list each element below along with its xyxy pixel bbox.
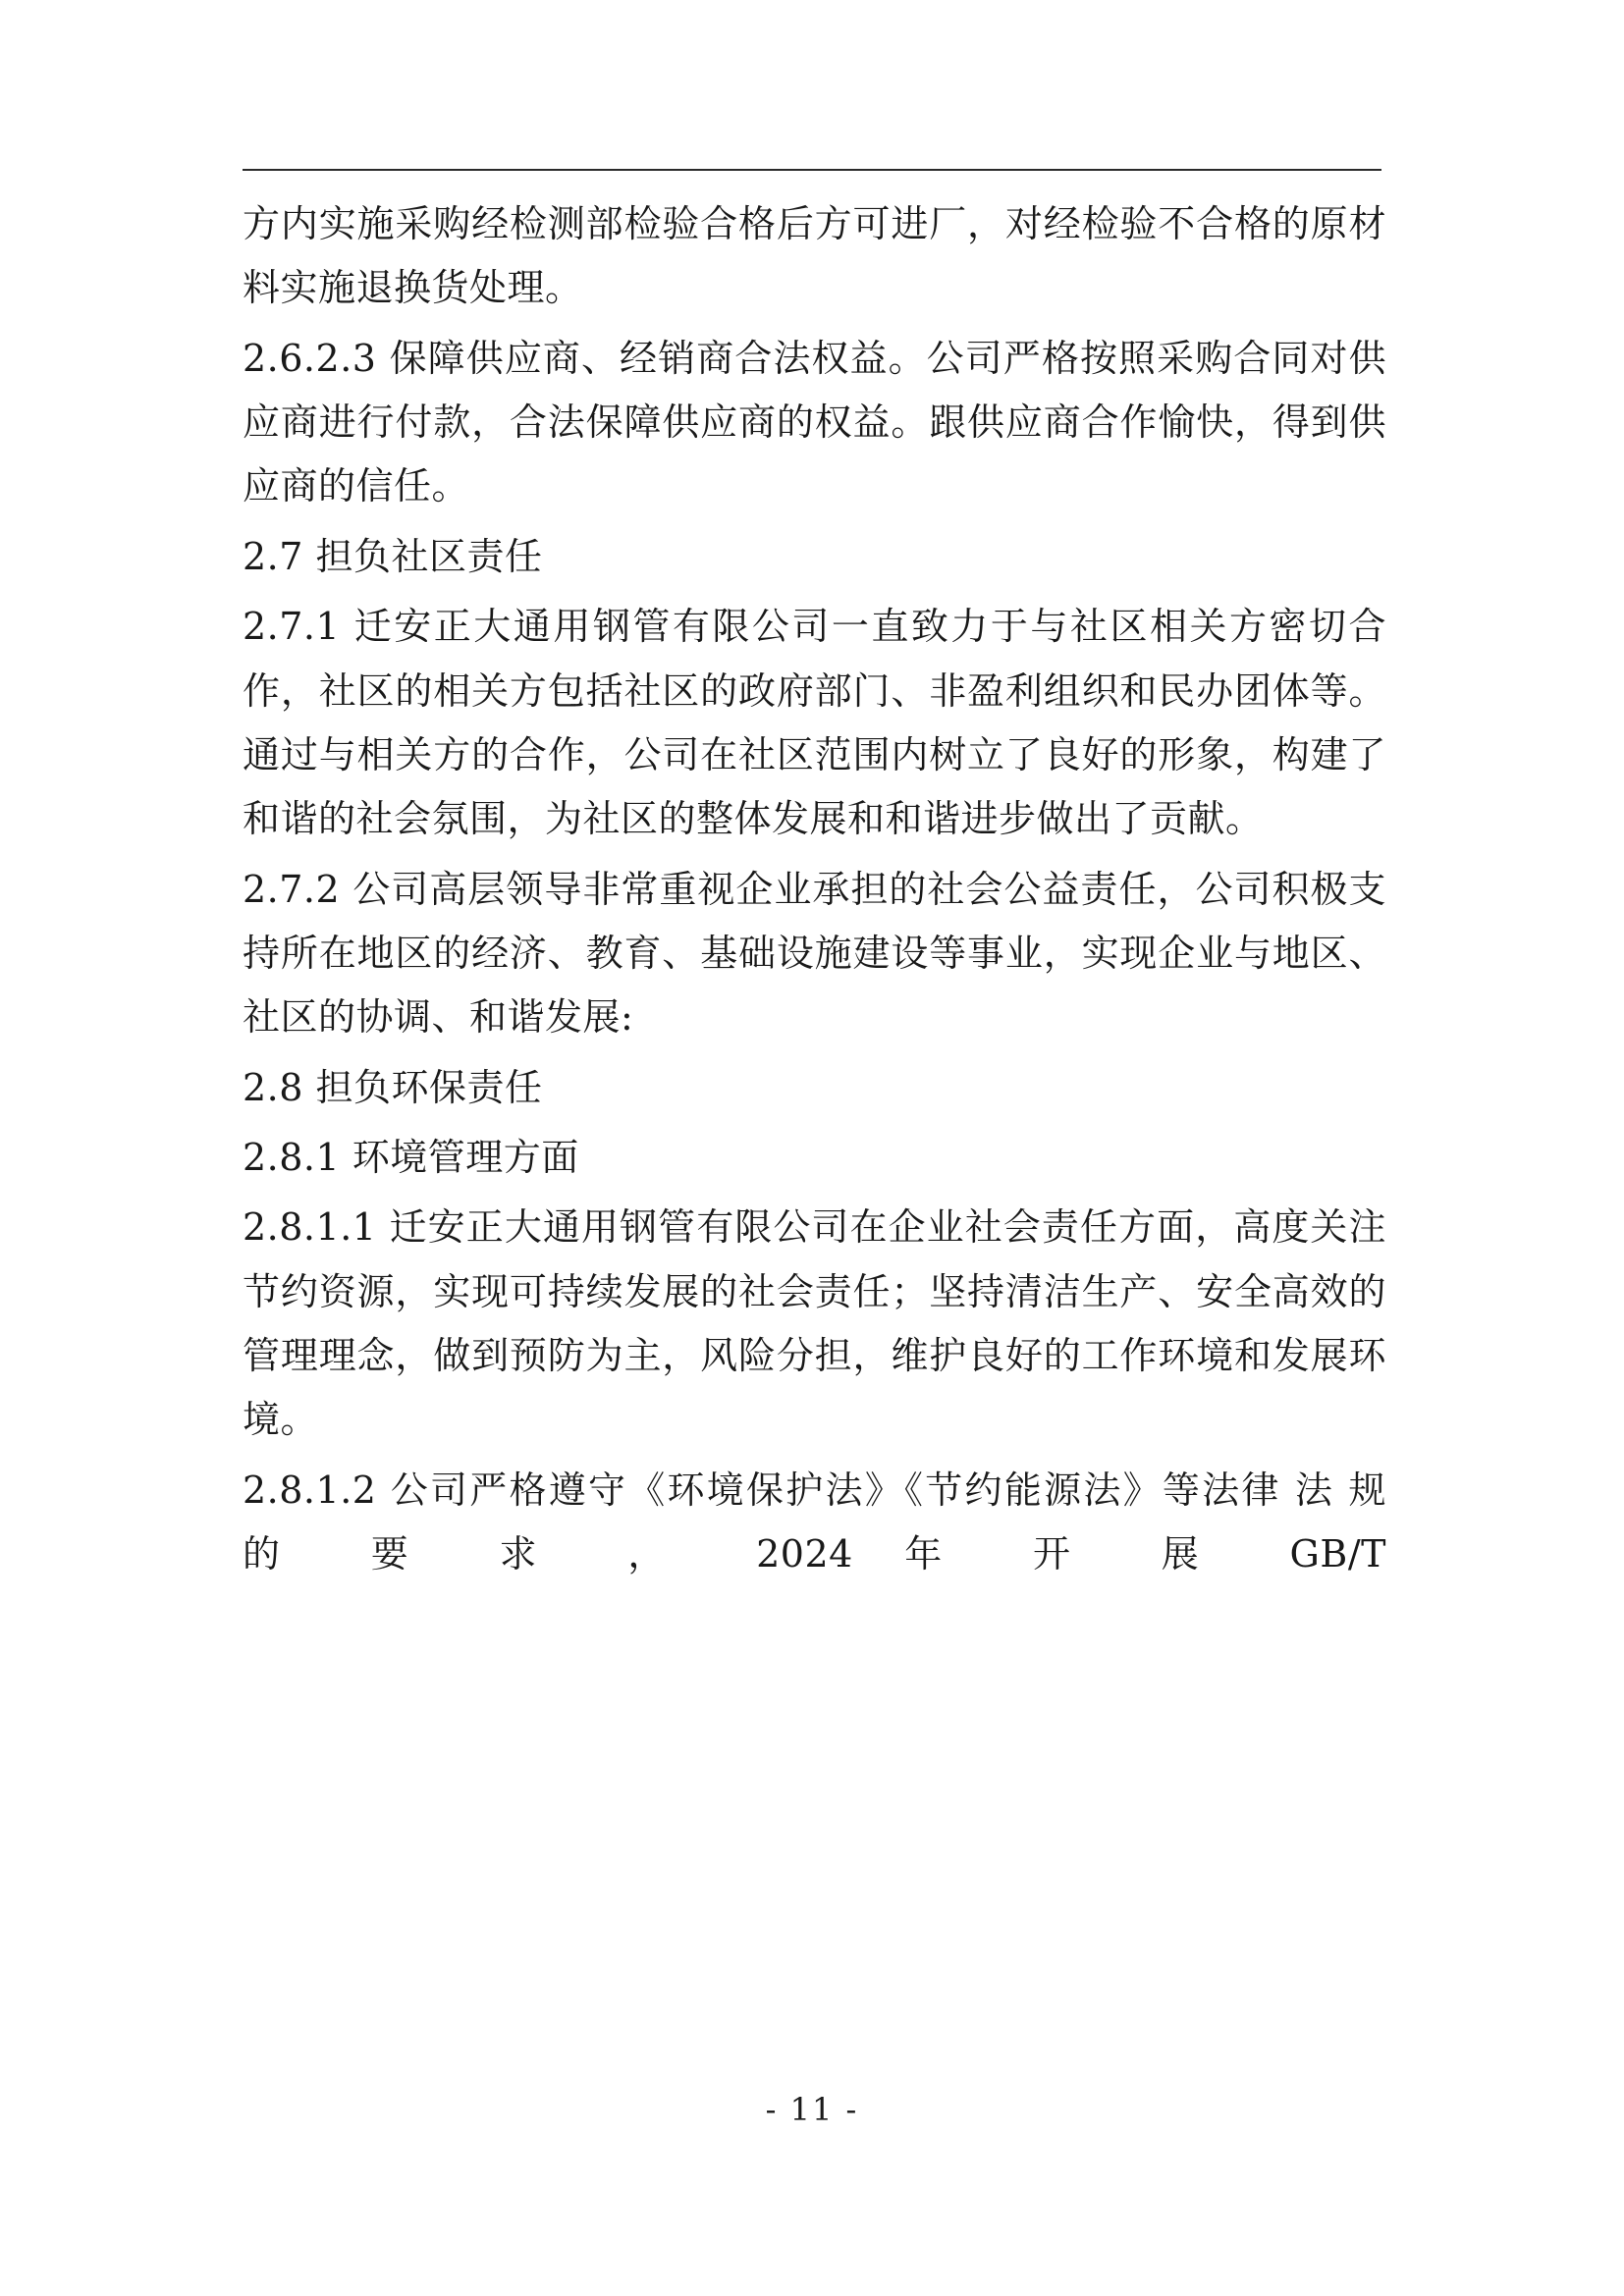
page-number: - 11 - — [765, 2091, 859, 2128]
paragraph-2: 2.6.2.3 保障供应商、经销商合法权益。公司严格按照采购合同对供应商进行付款，合法保障供应商的权益。跟供应商合作愉快，得到供应商的信任。 — [243, 336, 1386, 508]
paragraph-2-7-2: 2.7.2 公司高层领导非常重视企业承担的社会公益责任，公司积极支持所在地区的经济、教育、基础设施建设等事业，实现企业与地区、社区的协调、和谐发展: — [243, 867, 1386, 1040]
heading-2-8: 2.8 担负环保责任 — [243, 1065, 543, 1109]
heading-2-8-1: 2.8.1 环境管理方面 — [243, 1136, 579, 1180]
header-divider — [243, 169, 1381, 171]
page-body — [243, 192, 1386, 1657]
paragraph-2-7-1: 2.7.1 迁安正大通用钢管有限公司一直致力于与社区相关方密切合作，社区的相关方包括社区的政府部门、非盈利组织和民办团体等。通过与相关方的合作，公司在社区范围内树立了良好的形象，构建了和谐的社会氛围，为社区的整体发展和和谐进步做出了贡献。 — [243, 605, 1386, 841]
paragraph-2-8-1-1: 2.8.1.1 迁安正大通用钢管有限公司在企业社会责任方面，高度关注节约资源，实现可持续发展的社会责任；坚持清洁生产、安全高效的管理理念，做到预防为主，风险分担，维护良好的工作环境和发展环境。 — [243, 1205, 1386, 1442]
paragraph-2-8-1-2: 2.8.1.2 公司严格遵守《环境保护法》《节约能源法》等法律 法 规 的 要 求 ， 2024 年 开 展 GB/T — [243, 1468, 1386, 1576]
heading-2-7: 2.7 担负社区责任 — [243, 534, 543, 578]
paragraph-1: 方内实施采购经检测部检验合格后方可进厂，对经检验不合格的原材料实施退换货处理。 — [243, 202, 1386, 310]
